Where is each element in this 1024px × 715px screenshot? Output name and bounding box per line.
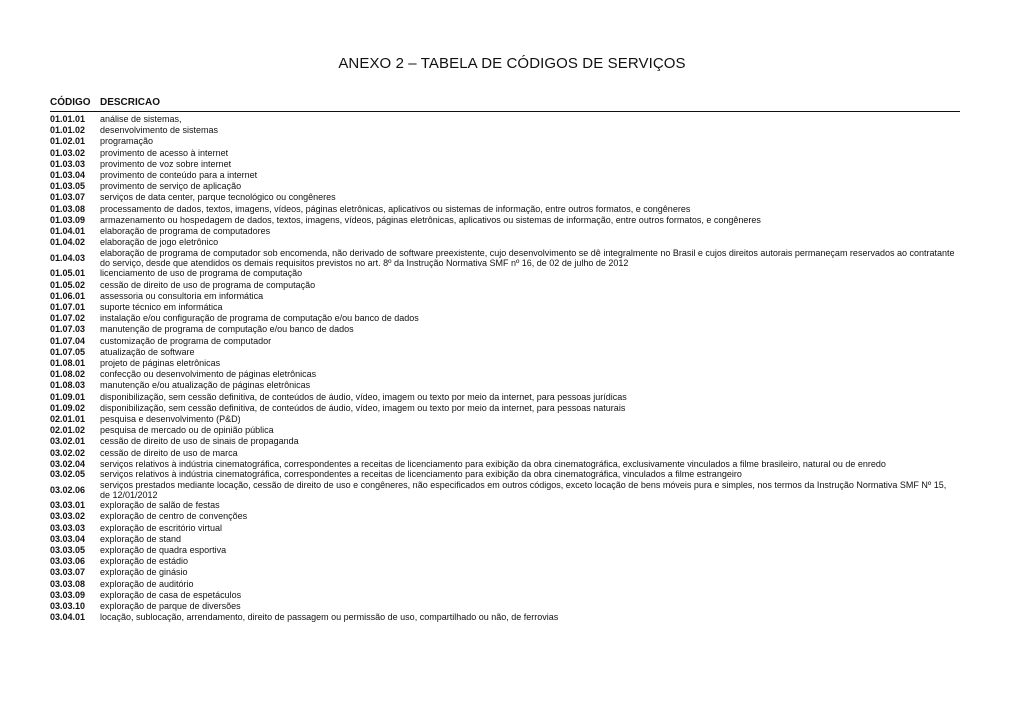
service-description: exploração de stand (100, 533, 182, 544)
service-code: 03.02.05 (50, 468, 86, 479)
service-description: cessão de direito de uso de marca (100, 447, 238, 458)
table-row (50, 392, 960, 403)
page-title: ANEXO 2 – TABELA DE CÓDIGOS DE SERVIÇOS (338, 55, 686, 72)
table-row (50, 425, 960, 436)
table-row (50, 302, 960, 313)
service-code: 03.02.02 (50, 447, 86, 458)
service-description: manutenção de programa de computação e/ou banco de dados (100, 324, 354, 335)
table-row (50, 291, 960, 302)
table-row (50, 534, 960, 545)
table-body (50, 114, 960, 623)
table-row (50, 567, 960, 578)
service-code: 03.03.01 (50, 500, 86, 511)
service-description: armazenamento ou hospedagem de dados, textos, imagens, vídeos, páginas eletrônicas, aplicativos ou sistemas de informação, entre outros formatos, e congêneres (100, 214, 761, 225)
table-row (50, 148, 960, 159)
table-row (50, 556, 960, 567)
service-code: 02.01.02 (50, 425, 86, 436)
service-description: serviços relativos à indústria cinematográfica, correspondentes a receitas de licenciamento para exibição da obra cinematográfica, vinculados a filme estrangeiro (100, 468, 742, 479)
service-description: locação, sublocação, arrendamento, direito de passagem ou permissão de uso, compartilhado ou não, de ferrovias (100, 612, 559, 623)
table-row (50, 480, 960, 500)
service-description: serviços de data center, parque tecnológico ou congêneres (100, 192, 336, 203)
table-row (50, 579, 960, 590)
table-row (50, 125, 960, 136)
service-code: 03.03.05 (50, 544, 86, 555)
table-row (50, 448, 960, 459)
service-code: 01.07.03 (50, 324, 86, 335)
service-code: 01.08.01 (50, 358, 86, 369)
service-description: serviços prestados mediante locação, cessão de direito de uso e congêneres, não especificados em outros códigos, exceto locação de bens móveis pura e simples, nos termos da Instrução Normativa SMF Nº 15, de 12/01/2012 (100, 480, 947, 501)
service-code: 03.03.03 (50, 522, 86, 533)
table-row (50, 380, 960, 391)
header-rule (50, 111, 960, 112)
table-header (50, 96, 960, 110)
service-code: 01.08.03 (50, 380, 86, 391)
service-code: 01.04.01 (50, 226, 86, 237)
service-code: 01.07.04 (50, 335, 86, 346)
table-row (50, 159, 960, 170)
table-row (50, 181, 960, 192)
service-description: instalação e/ou configuração de programa de computação e/ou banco de dados (100, 313, 419, 324)
service-code: 01.03.08 (50, 203, 86, 214)
table-row (50, 612, 960, 623)
service-description: elaboração de jogo eletrônico (100, 237, 219, 248)
service-code: 01.03.03 (50, 158, 86, 169)
service-code: 03.03.02 (50, 511, 86, 522)
table-row (50, 280, 960, 291)
service-description: exploração de estádio (100, 556, 189, 567)
service-code: 01.01.02 (50, 125, 86, 136)
service-description: exploração de parque de diversões (100, 600, 241, 611)
table-row (50, 545, 960, 556)
service-code: 01.03.05 (50, 181, 86, 192)
service-code: 02.01.01 (50, 414, 86, 425)
service-description: análise de sistemas, (100, 114, 182, 124)
table-row (50, 601, 960, 612)
table-row (50, 268, 960, 279)
service-description: exploração de quadra esportiva (100, 544, 227, 555)
header-code: CÓDIGO (50, 97, 91, 108)
service-code: 01.08.02 (50, 369, 86, 380)
header-description: DESCRICAO (100, 97, 161, 108)
service-description: assessoria ou consultoria em informática (100, 290, 264, 301)
service-description: exploração de salão de festas (100, 500, 220, 511)
service-code: 01.07.05 (50, 346, 86, 357)
service-code: 01.09.01 (50, 391, 86, 402)
service-code: 01.06.01 (50, 290, 86, 301)
service-description: exploração de centro de convenções (100, 511, 248, 522)
service-description: pesquisa de mercado ou de opinião pública (100, 425, 274, 436)
table-row (50, 336, 960, 347)
service-code: 01.07.02 (50, 313, 86, 324)
table-row (50, 500, 960, 511)
table-row (50, 248, 960, 268)
service-description: elaboração de programa de computador sob encomenda, não derivado de software preexistente, cujo desenvolvimento se dê integralmente no Brasil e cujos direitos autorais permaneçam reservados ao contratante do serviço, desde que atendidos os demais requisitos previstos no art. 8º da Instrução Normativa SMF nº 16, de 02 de julho de 2012 (100, 248, 955, 269)
service-code: 03.03.08 (50, 578, 86, 589)
service-code: 01.03.07 (50, 192, 86, 203)
table-row (50, 170, 960, 181)
table-row (50, 459, 960, 469)
service-description: serviços relativos à indústria cinematográfica, correspondentes a receitas de licenciamento para exibição da obra cinematográfica, exclusivamente vinculados a filme brasileiro, natural ou de enredo (100, 458, 886, 469)
service-code: 01.03.09 (50, 214, 86, 225)
table-row (50, 192, 960, 203)
service-code: 03.03.04 (50, 533, 86, 544)
service-code: 01.01.01 (50, 114, 86, 124)
table-row (50, 136, 960, 147)
service-code: 01.07.01 (50, 302, 86, 313)
service-code: 01.02.01 (50, 136, 86, 147)
service-description: licenciamento de uso de programa de computação (100, 268, 303, 279)
table-row (50, 436, 960, 447)
service-code: 03.02.04 (50, 458, 86, 469)
service-description: provimento de serviço de aplicação (100, 181, 242, 192)
service-code: 03.03.09 (50, 589, 86, 600)
table-row (50, 215, 960, 226)
service-description: elaboração de programa de computadores (100, 226, 271, 237)
service-code: 03.03.06 (50, 556, 86, 567)
table-row (50, 369, 960, 380)
table-row (50, 347, 960, 358)
service-description: programação (100, 136, 154, 147)
service-code: 01.04.03 (50, 253, 86, 264)
service-code: 01.09.02 (50, 402, 86, 413)
service-code: 03.03.10 (50, 600, 86, 611)
table-row (50, 523, 960, 534)
service-description: provimento de voz sobre internet (100, 158, 232, 169)
service-description: disponibilização, sem cessão definitiva, de conteúdos de áudio, vídeo, imagem ou texto por meio da internet, para pessoas jurídicas (100, 391, 627, 402)
service-description: exploração de ginásio (100, 567, 188, 578)
service-code: 01.05.02 (50, 279, 86, 290)
service-description: provimento de acesso à internet (100, 147, 229, 158)
table-row (50, 237, 960, 248)
service-code: 03.04.01 (50, 612, 86, 623)
service-code: 01.03.04 (50, 170, 86, 181)
table-row (50, 403, 960, 414)
table-row (50, 590, 960, 601)
service-code: 03.03.07 (50, 567, 86, 578)
table-row (50, 469, 960, 480)
service-code: 03.02.06 (50, 485, 86, 496)
service-description: suporte técnico em informática (100, 302, 223, 313)
table-row (50, 226, 960, 237)
service-description: disponibilização, sem cessão definitiva, de conteúdos de áudio, vídeo, imagem ou texto por meio da internet, para pessoas naturais (100, 402, 626, 413)
service-description: exploração de auditório (100, 578, 194, 589)
service-description: manutenção e/ou atualização de páginas eletrônicas (100, 380, 311, 391)
service-description: pesquisa e desenvolvimento (P&D) (100, 414, 241, 425)
service-code: 01.04.02 (50, 237, 86, 248)
service-code: 01.05.01 (50, 268, 86, 279)
service-description: desenvolvimento de sistemas (100, 125, 219, 136)
service-description: atualização de software (100, 346, 195, 357)
service-description: cessão de direito de uso de programa de computação (100, 279, 316, 290)
service-code: 01.03.02 (50, 147, 86, 158)
table-row (50, 414, 960, 425)
table-row (50, 313, 960, 324)
table-row (50, 324, 960, 335)
service-description: cessão de direito de uso de sinais de propaganda (100, 436, 299, 447)
service-description: confecção ou desenvolvimento de páginas eletrônicas (100, 369, 317, 380)
service-description: projeto de páginas eletrônicas (100, 358, 221, 369)
table-row (50, 114, 960, 125)
service-codes-table (50, 96, 960, 623)
table-row (50, 511, 960, 522)
service-description: exploração de escritório virtual (100, 522, 223, 533)
service-code: 03.02.01 (50, 436, 86, 447)
service-description: processamento de dados, textos, imagens, vídeos, páginas eletrônicas, aplicativos ou sistemas de informação, entre outros formatos, e congêneres (100, 203, 691, 214)
service-description: provimento de conteúdo para a internet (100, 170, 258, 181)
service-description: exploração de casa de espetáculos (100, 589, 242, 600)
table-row (50, 204, 960, 215)
table-row (50, 358, 960, 369)
service-description: customização de programa de computador (100, 335, 272, 346)
